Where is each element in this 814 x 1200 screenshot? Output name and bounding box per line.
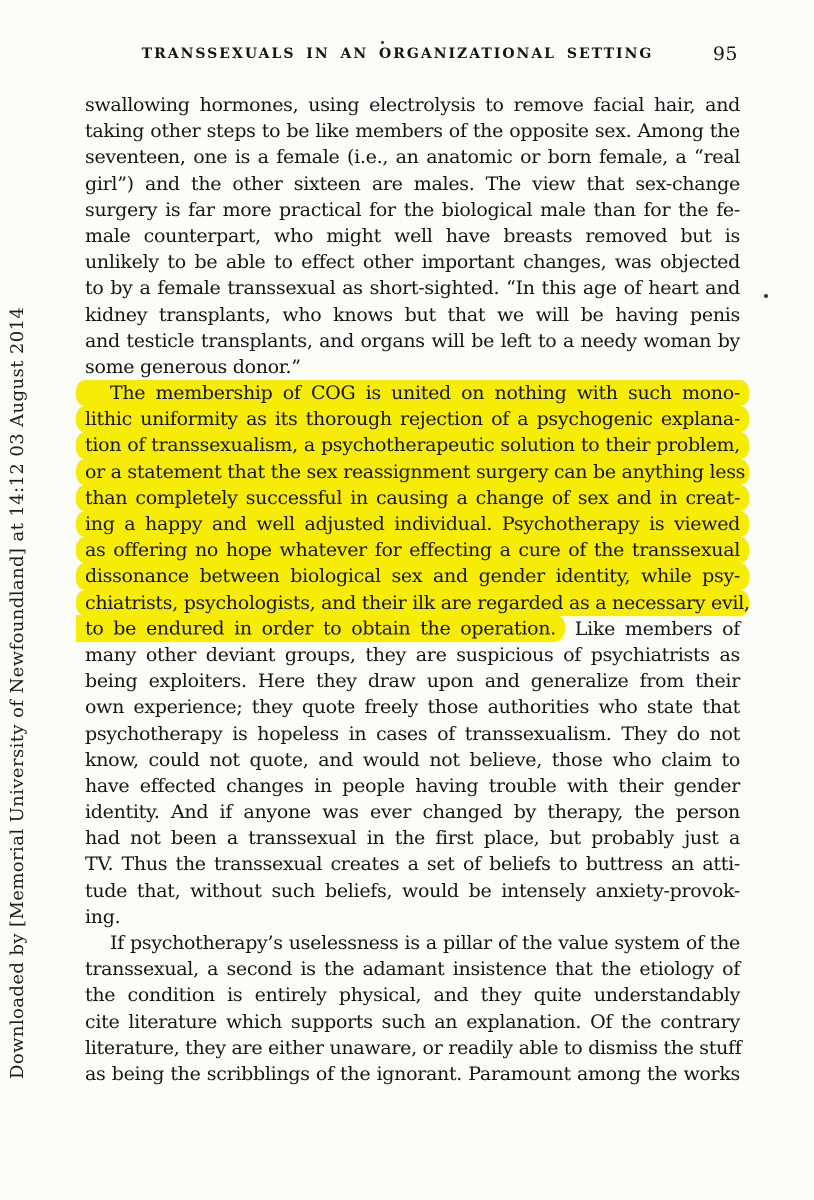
highlighted-text-line: than completely successful in causing a change of sex and in creat- — [76, 485, 749, 511]
text-line: the condition is entirely physical, and they quite understandably — [85, 984, 740, 1007]
text-line: If psychotherapy’s uselessness is a pillar of the value system of the — [110, 932, 740, 954]
text-line: know, could not quote, and would not believe, those who claim to — [85, 748, 740, 771]
text-line: surgery is far more practical for the biological male than for the fe- — [85, 198, 740, 221]
highlighted-text: to be endured in order to obtain the operation. — [76, 615, 565, 642]
text-line: ing. — [85, 905, 121, 928]
text-line: identity. And if anyone was ever changed by therapy, the person — [85, 801, 740, 824]
text-line: to by a female transsexual as short-sighted. “In this age of heart and — [85, 277, 740, 300]
text-line: kidney transplants, who knows but that we will be having penis — [85, 303, 740, 326]
text-line — [85, 616, 740, 642]
text-line: male counterpart, who might well have breasts removed but is — [85, 224, 740, 247]
text-line: literature, they are either unaware, or readily able to dismiss the stuff — [85, 1036, 742, 1059]
highlighted-text-line: or a statement that the sex reassignment surgery can be anything less — [76, 459, 749, 485]
text-line: TV. Thus the transsexual creates a set of beliefs to buttress an atti- — [85, 853, 740, 876]
text-line: seventeen, one is a female (i.e., an anatomic or born female, a “real — [85, 146, 740, 169]
text-line: unlikely to be able to effect other important changes, was objected — [85, 251, 740, 274]
text-line: as being the scribblings of the ignorant. Paramount among the works — [85, 1062, 740, 1085]
running-header — [85, 43, 740, 65]
text-line: have effected changes in people having trouble with their gender — [85, 774, 740, 797]
text-line: had not been a transsexual in the first place, but probably just a — [85, 827, 740, 850]
highlighted-text-line: dissonance between biological sex and gender identity, while psy- — [76, 563, 749, 589]
body-text-block — [85, 92, 750, 1087]
watermark-text: Downloaded by [Memorial University of Newfoundland] at 14:12 03 August 2014 — [7, 306, 28, 1079]
text-line: swallowing hormones, using electrolysis to remove facial hair, and — [85, 94, 740, 116]
text-line: own experience; they quote freely those authorities who state that — [85, 696, 740, 719]
text-line: cite literature which supports such an explanation. Of the contrary — [85, 1010, 740, 1033]
highlighted-text-line: chiatrists, psychologists, and their ilk are regarded as a necessary evil, — [76, 590, 749, 616]
text-line: tude that, without such beliefs, would be intensely anxiety-provok- — [85, 879, 740, 902]
text-line: and testicle transplants, and organs will be left to a needy woman by — [85, 329, 740, 352]
text-line: taking other steps to be like members of the opposite sex. Among the — [85, 120, 740, 143]
highlighted-text-line: The membership of COG is united on nothing with such mono- — [76, 380, 749, 406]
text-line: being exploiters. Here they draw upon and generalize from their — [85, 670, 740, 693]
scan-speck — [381, 41, 384, 44]
text-line: transsexual, a second is the adamant insistence that the etiology of — [85, 958, 740, 981]
highlighted-text-line: lithic uniformity as its thorough rejection of a psychogenic explana- — [76, 406, 749, 432]
highlighted-text-line: ing a happy and well adjusted individual. Psychotherapy is viewed — [76, 511, 749, 537]
scan-speck — [764, 294, 768, 298]
highlighted-text-line: as offering no hope whatever for effecting a cure of the transsexual — [76, 537, 749, 563]
plain-text: Like members of — [564, 617, 740, 640]
page-number: 95 — [712, 43, 738, 65]
text-line: many other deviant groups, they are suspicious of psychiatrists as — [85, 643, 740, 666]
text-line: some generous donor.” — [85, 355, 301, 378]
text-line: girl”) and the other sixteen are males. The view that sex-change — [85, 172, 740, 195]
highlighted-text-line: tion of transsexualism, a psychotherapeutic solution to their problem, — [76, 432, 749, 458]
text-line: psychotherapy is hopeless in cases of transsexualism. They do not — [85, 722, 740, 745]
page-header-title: TRANSSEXUALS IN AN ORGANIZATIONAL SETTING — [141, 46, 654, 62]
